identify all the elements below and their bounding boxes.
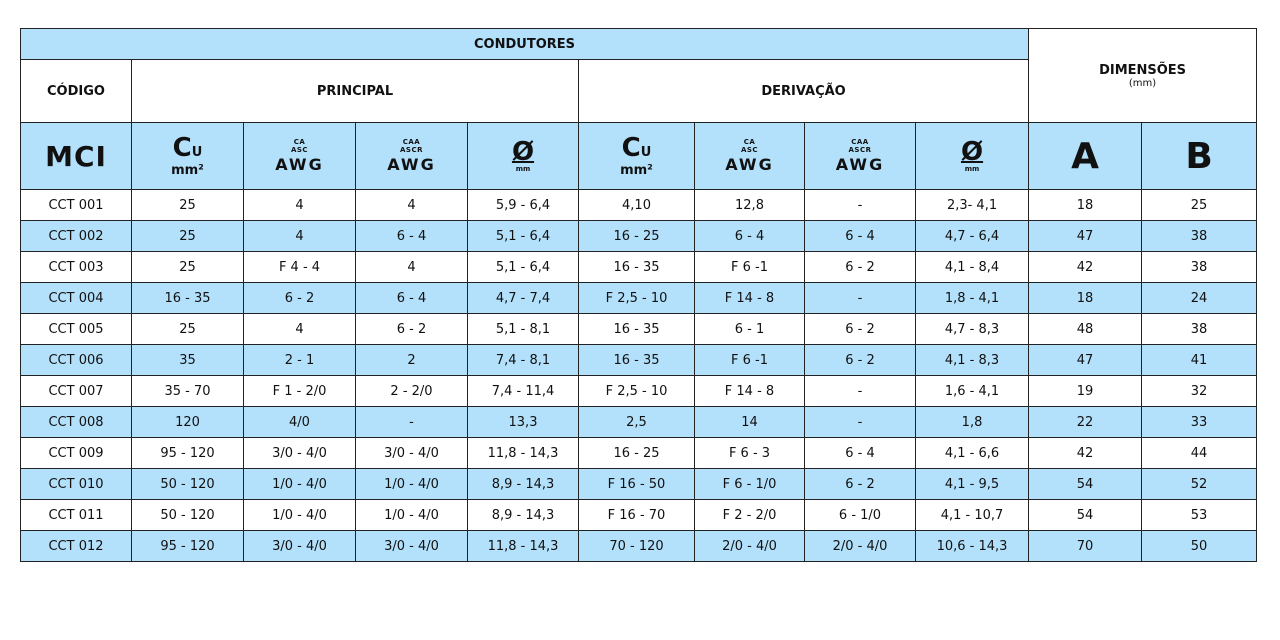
- derivacao-ca-awg-cell: F 6 - 1/0: [695, 469, 805, 500]
- dimension-b-cell: 53: [1142, 500, 1257, 531]
- principal-caa-awg-cell: 1/0 - 4/0: [356, 469, 468, 500]
- derivacao-diameter-cell: 4,7 - 6,4: [916, 221, 1029, 252]
- dimension-b-cell: 24: [1142, 283, 1257, 314]
- derivacao-diameter-cell: 4,1 - 8,3: [916, 345, 1029, 376]
- principal-caa-awg-cell: -: [356, 407, 468, 438]
- principal-ca-awg-cell: F 4 - 4: [244, 252, 356, 283]
- table-row: [21, 252, 1257, 283]
- derivacao-caa-awg-header: [805, 123, 916, 190]
- asc-label: ASC: [290, 146, 309, 154]
- derivacao-cu-cell: 16 - 25: [579, 221, 695, 252]
- principal-ca-awg-cell: 4: [244, 221, 356, 252]
- derivacao-ca-awg-cell: 14: [695, 407, 805, 438]
- principal-diameter-cell: 7,4 - 11,4: [468, 376, 579, 407]
- principal-diameter-cell: 7,4 - 8,1: [468, 345, 579, 376]
- table-row: [21, 345, 1257, 376]
- principal-header: PRINCIPAL: [132, 60, 579, 123]
- ca-label: CA: [293, 138, 306, 146]
- table-row: [21, 438, 1257, 469]
- principal-diameter-header: [468, 123, 579, 190]
- derivacao-cu-cell: F 2,5 - 10: [579, 376, 695, 407]
- derivacao-ca-awg-cell: 6 - 1: [695, 314, 805, 345]
- principal-diameter-cell: 8,9 - 14,3: [468, 469, 579, 500]
- principal-caa-awg-cell: 6 - 4: [356, 221, 468, 252]
- derivacao-cu-cell: F 16 - 70: [579, 500, 695, 531]
- principal-diameter-cell: 4,7 - 7,4: [468, 283, 579, 314]
- derivacao-caa-awg-cell: 6 - 4: [805, 221, 916, 252]
- dimension-b-cell: 44: [1142, 438, 1257, 469]
- principal-ca-awg-cell: 4/0: [244, 407, 356, 438]
- derivacao-cu-cell: F 16 - 50: [579, 469, 695, 500]
- derivacao-cu-cell: 4,10: [579, 190, 695, 221]
- derivacao-caa-awg-cell: -: [805, 190, 916, 221]
- dimensoes-header: [1029, 29, 1257, 123]
- derivacao-ca-awg-cell: F 14 - 8: [695, 283, 805, 314]
- awg-label: AWG: [725, 155, 774, 174]
- derivacao-diameter-cell: 1,8: [916, 407, 1029, 438]
- dimension-a-cell: 18: [1029, 190, 1142, 221]
- principal-ca-awg-header: [244, 123, 356, 190]
- codigo-cell: CCT 007: [21, 376, 132, 407]
- principal-cu-cell: 35: [132, 345, 244, 376]
- table-body: [21, 190, 1257, 562]
- codigo-cell: CCT 008: [21, 407, 132, 438]
- principal-diameter-cell: 8,9 - 14,3: [468, 500, 579, 531]
- principal-caa-awg-cell: 2: [356, 345, 468, 376]
- principal-diameter-cell: 5,9 - 6,4: [468, 190, 579, 221]
- derivacao-cu-cell: 70 - 120: [579, 531, 695, 562]
- codigo-cell: CCT 006: [21, 345, 132, 376]
- condutores-header: CONDUTORES: [21, 29, 1029, 60]
- dimension-a-header: [1029, 123, 1142, 190]
- derivacao-diameter-cell: 4,1 - 6,6: [916, 438, 1029, 469]
- table-row: [21, 190, 1257, 221]
- dimension-b-cell: 52: [1142, 469, 1257, 500]
- derivacao-caa-awg-cell: -: [805, 283, 916, 314]
- cu-subscript: U: [191, 144, 203, 160]
- principal-ca-awg-cell: 4: [244, 190, 356, 221]
- principal-caa-awg-cell: 1/0 - 4/0: [356, 500, 468, 531]
- principal-ca-awg-cell: 6 - 2: [244, 283, 356, 314]
- dimension-b-cell: 50: [1142, 531, 1257, 562]
- codigo-cell: CCT 010: [21, 469, 132, 500]
- principal-cu-cell: 25: [132, 190, 244, 221]
- principal-ca-awg-cell: 4: [244, 314, 356, 345]
- derivacao-header: DERIVAÇÃO: [579, 60, 1029, 123]
- principal-caa-awg-cell: 6 - 4: [356, 283, 468, 314]
- derivacao-diameter-cell: 4,7 - 8,3: [916, 314, 1029, 345]
- derivacao-cu-cell: 16 - 25: [579, 438, 695, 469]
- derivacao-ca-awg-cell: F 2 - 2/0: [695, 500, 805, 531]
- dimension-a-cell: 54: [1029, 469, 1142, 500]
- mci-cell: [21, 123, 132, 190]
- derivacao-caa-awg-cell: 6 - 2: [805, 469, 916, 500]
- principal-ca-awg-cell: 2 - 1: [244, 345, 356, 376]
- principal-caa-awg-header: [356, 123, 468, 190]
- codigo-cell: CCT 004: [21, 283, 132, 314]
- principal-ca-awg-cell: 3/0 - 4/0: [244, 438, 356, 469]
- codigo-header: CÓDIGO: [21, 60, 132, 123]
- dimension-b-cell: 32: [1142, 376, 1257, 407]
- dimension-a-cell: 19: [1029, 376, 1142, 407]
- dimensoes-unit: (mm): [1128, 77, 1157, 89]
- derivacao-caa-awg-cell: 6 - 4: [805, 438, 916, 469]
- cu-symbol: C: [172, 132, 192, 163]
- principal-diameter-cell: 11,8 - 14,3: [468, 438, 579, 469]
- principal-diameter-cell: 11,8 - 14,3: [468, 531, 579, 562]
- principal-ca-awg-cell: 1/0 - 4/0: [244, 469, 356, 500]
- dimension-a-cell: 70: [1029, 531, 1142, 562]
- principal-caa-awg-cell: 4: [356, 190, 468, 221]
- ascr-label: ASCR: [848, 146, 872, 154]
- cu-unit: mm²: [620, 162, 653, 178]
- dimension-a-cell: 42: [1029, 252, 1142, 283]
- mci-label: MCI: [45, 139, 107, 173]
- table-row: [21, 283, 1257, 314]
- derivacao-cu-cell: F 2,5 - 10: [579, 283, 695, 314]
- derivacao-diameter-cell: 10,6 - 14,3: [916, 531, 1029, 562]
- cu-subscript: U: [640, 144, 652, 160]
- principal-diameter-cell: 5,1 - 8,1: [468, 314, 579, 345]
- principal-ca-awg-cell: 3/0 - 4/0: [244, 531, 356, 562]
- derivacao-caa-awg-cell: 6 - 2: [805, 314, 916, 345]
- codigo-cell: CCT 005: [21, 314, 132, 345]
- dimension-b-cell: 33: [1142, 407, 1257, 438]
- derivacao-diameter-cell: 4,1 - 8,4: [916, 252, 1029, 283]
- awg-label: AWG: [835, 155, 885, 174]
- principal-caa-awg-cell: 3/0 - 4/0: [356, 531, 468, 562]
- dimension-a-cell: 54: [1029, 500, 1142, 531]
- derivacao-cu-cell: 2,5: [579, 407, 695, 438]
- diameter-unit: mm: [515, 165, 531, 173]
- dimension-b-cell: 41: [1142, 345, 1257, 376]
- diameter-icon: Ø: [511, 137, 535, 167]
- principal-diameter-cell: 5,1 - 6,4: [468, 221, 579, 252]
- table-row: [21, 314, 1257, 345]
- derivacao-diameter-cell: 4,1 - 9,5: [916, 469, 1029, 500]
- principal-ca-awg-cell: F 1 - 2/0: [244, 376, 356, 407]
- derivacao-diameter-cell: 1,6 - 4,1: [916, 376, 1029, 407]
- dimension-a-cell: 42: [1029, 438, 1142, 469]
- derivacao-ca-awg-cell: 2/0 - 4/0: [695, 531, 805, 562]
- principal-ca-awg-cell: 1/0 - 4/0: [244, 500, 356, 531]
- dimension-a-label: A: [1071, 135, 1099, 177]
- derivacao-caa-awg-cell: 2/0 - 4/0: [805, 531, 916, 562]
- table-row: [21, 469, 1257, 500]
- derivacao-diameter-cell: 4,1 - 10,7: [916, 500, 1029, 531]
- codigo-cell: CCT 009: [21, 438, 132, 469]
- derivacao-cu-header: [579, 123, 695, 190]
- principal-cu-cell: 25: [132, 314, 244, 345]
- table-row: [21, 221, 1257, 252]
- derivacao-caa-awg-cell: 6 - 2: [805, 252, 916, 283]
- principal-cu-cell: 25: [132, 221, 244, 252]
- derivacao-cu-cell: 16 - 35: [579, 314, 695, 345]
- derivacao-cu-cell: 16 - 35: [579, 252, 695, 283]
- principal-caa-awg-cell: 2 - 2/0: [356, 376, 468, 407]
- diameter-unit: mm: [964, 165, 980, 173]
- derivacao-ca-awg-cell: F 14 - 8: [695, 376, 805, 407]
- dimension-b-cell: 38: [1142, 314, 1257, 345]
- principal-caa-awg-cell: 3/0 - 4/0: [356, 438, 468, 469]
- codigo-cell: CCT 002: [21, 221, 132, 252]
- table-row: [21, 531, 1257, 562]
- principal-diameter-cell: 13,3: [468, 407, 579, 438]
- principal-caa-awg-cell: 6 - 2: [356, 314, 468, 345]
- dimensoes-label: DIMENSÕES: [1099, 62, 1187, 78]
- conductor-spec-table: [20, 28, 1257, 562]
- principal-cu-cell: 120: [132, 407, 244, 438]
- derivacao-ca-awg-cell: 12,8: [695, 190, 805, 221]
- derivacao-ca-awg-cell: F 6 -1: [695, 252, 805, 283]
- ascr-label: ASCR: [400, 146, 423, 154]
- derivacao-caa-awg-cell: 6 - 1/0: [805, 500, 916, 531]
- derivacao-caa-awg-cell: 6 - 2: [805, 345, 916, 376]
- principal-cu-cell: 50 - 120: [132, 469, 244, 500]
- derivacao-caa-awg-cell: -: [805, 407, 916, 438]
- principal-cu-cell: 25: [132, 252, 244, 283]
- dimension-b-cell: 25: [1142, 190, 1257, 221]
- table-row: [21, 500, 1257, 531]
- derivacao-ca-awg-header: [695, 123, 805, 190]
- dimension-a-cell: 47: [1029, 221, 1142, 252]
- dimension-b-cell: 38: [1142, 221, 1257, 252]
- codigo-cell: CCT 011: [21, 500, 132, 531]
- table-row: [21, 376, 1257, 407]
- derivacao-caa-awg-cell: -: [805, 376, 916, 407]
- principal-cu-cell: 95 - 120: [132, 438, 244, 469]
- derivacao-ca-awg-cell: F 6 -1: [695, 345, 805, 376]
- cu-unit: mm²: [171, 162, 204, 178]
- principal-cu-header: [132, 123, 244, 190]
- principal-cu-cell: 50 - 120: [132, 500, 244, 531]
- dimension-b-header: [1142, 123, 1257, 190]
- principal-cu-cell: 35 - 70: [132, 376, 244, 407]
- caa-label: CAA: [851, 138, 869, 146]
- dimension-b-label: B: [1185, 135, 1213, 177]
- principal-cu-cell: 95 - 120: [132, 531, 244, 562]
- dimension-b-cell: 38: [1142, 252, 1257, 283]
- derivacao-cu-cell: 16 - 35: [579, 345, 695, 376]
- derivacao-ca-awg-cell: 6 - 4: [695, 221, 805, 252]
- table-row: [21, 407, 1257, 438]
- diameter-icon: Ø: [960, 137, 984, 167]
- derivacao-diameter-cell: 2,3- 4,1: [916, 190, 1029, 221]
- awg-label: AWG: [387, 155, 436, 174]
- principal-cu-cell: 16 - 35: [132, 283, 244, 314]
- cu-symbol: C: [621, 132, 641, 163]
- asc-label: ASC: [740, 146, 759, 154]
- principal-caa-awg-cell: 4: [356, 252, 468, 283]
- dimension-a-cell: 47: [1029, 345, 1142, 376]
- caa-label: CAA: [402, 138, 421, 146]
- ca-label: CA: [743, 138, 756, 146]
- codigo-cell: CCT 001: [21, 190, 132, 221]
- derivacao-diameter-header: [916, 123, 1029, 190]
- dimension-a-cell: 22: [1029, 407, 1142, 438]
- codigo-cell: CCT 003: [21, 252, 132, 283]
- derivacao-ca-awg-cell: F 6 - 3: [695, 438, 805, 469]
- principal-diameter-cell: 5,1 - 6,4: [468, 252, 579, 283]
- codigo-cell: CCT 012: [21, 531, 132, 562]
- awg-label: AWG: [275, 155, 324, 174]
- dimension-a-cell: 48: [1029, 314, 1142, 345]
- derivacao-diameter-cell: 1,8 - 4,1: [916, 283, 1029, 314]
- dimension-a-cell: 18: [1029, 283, 1142, 314]
